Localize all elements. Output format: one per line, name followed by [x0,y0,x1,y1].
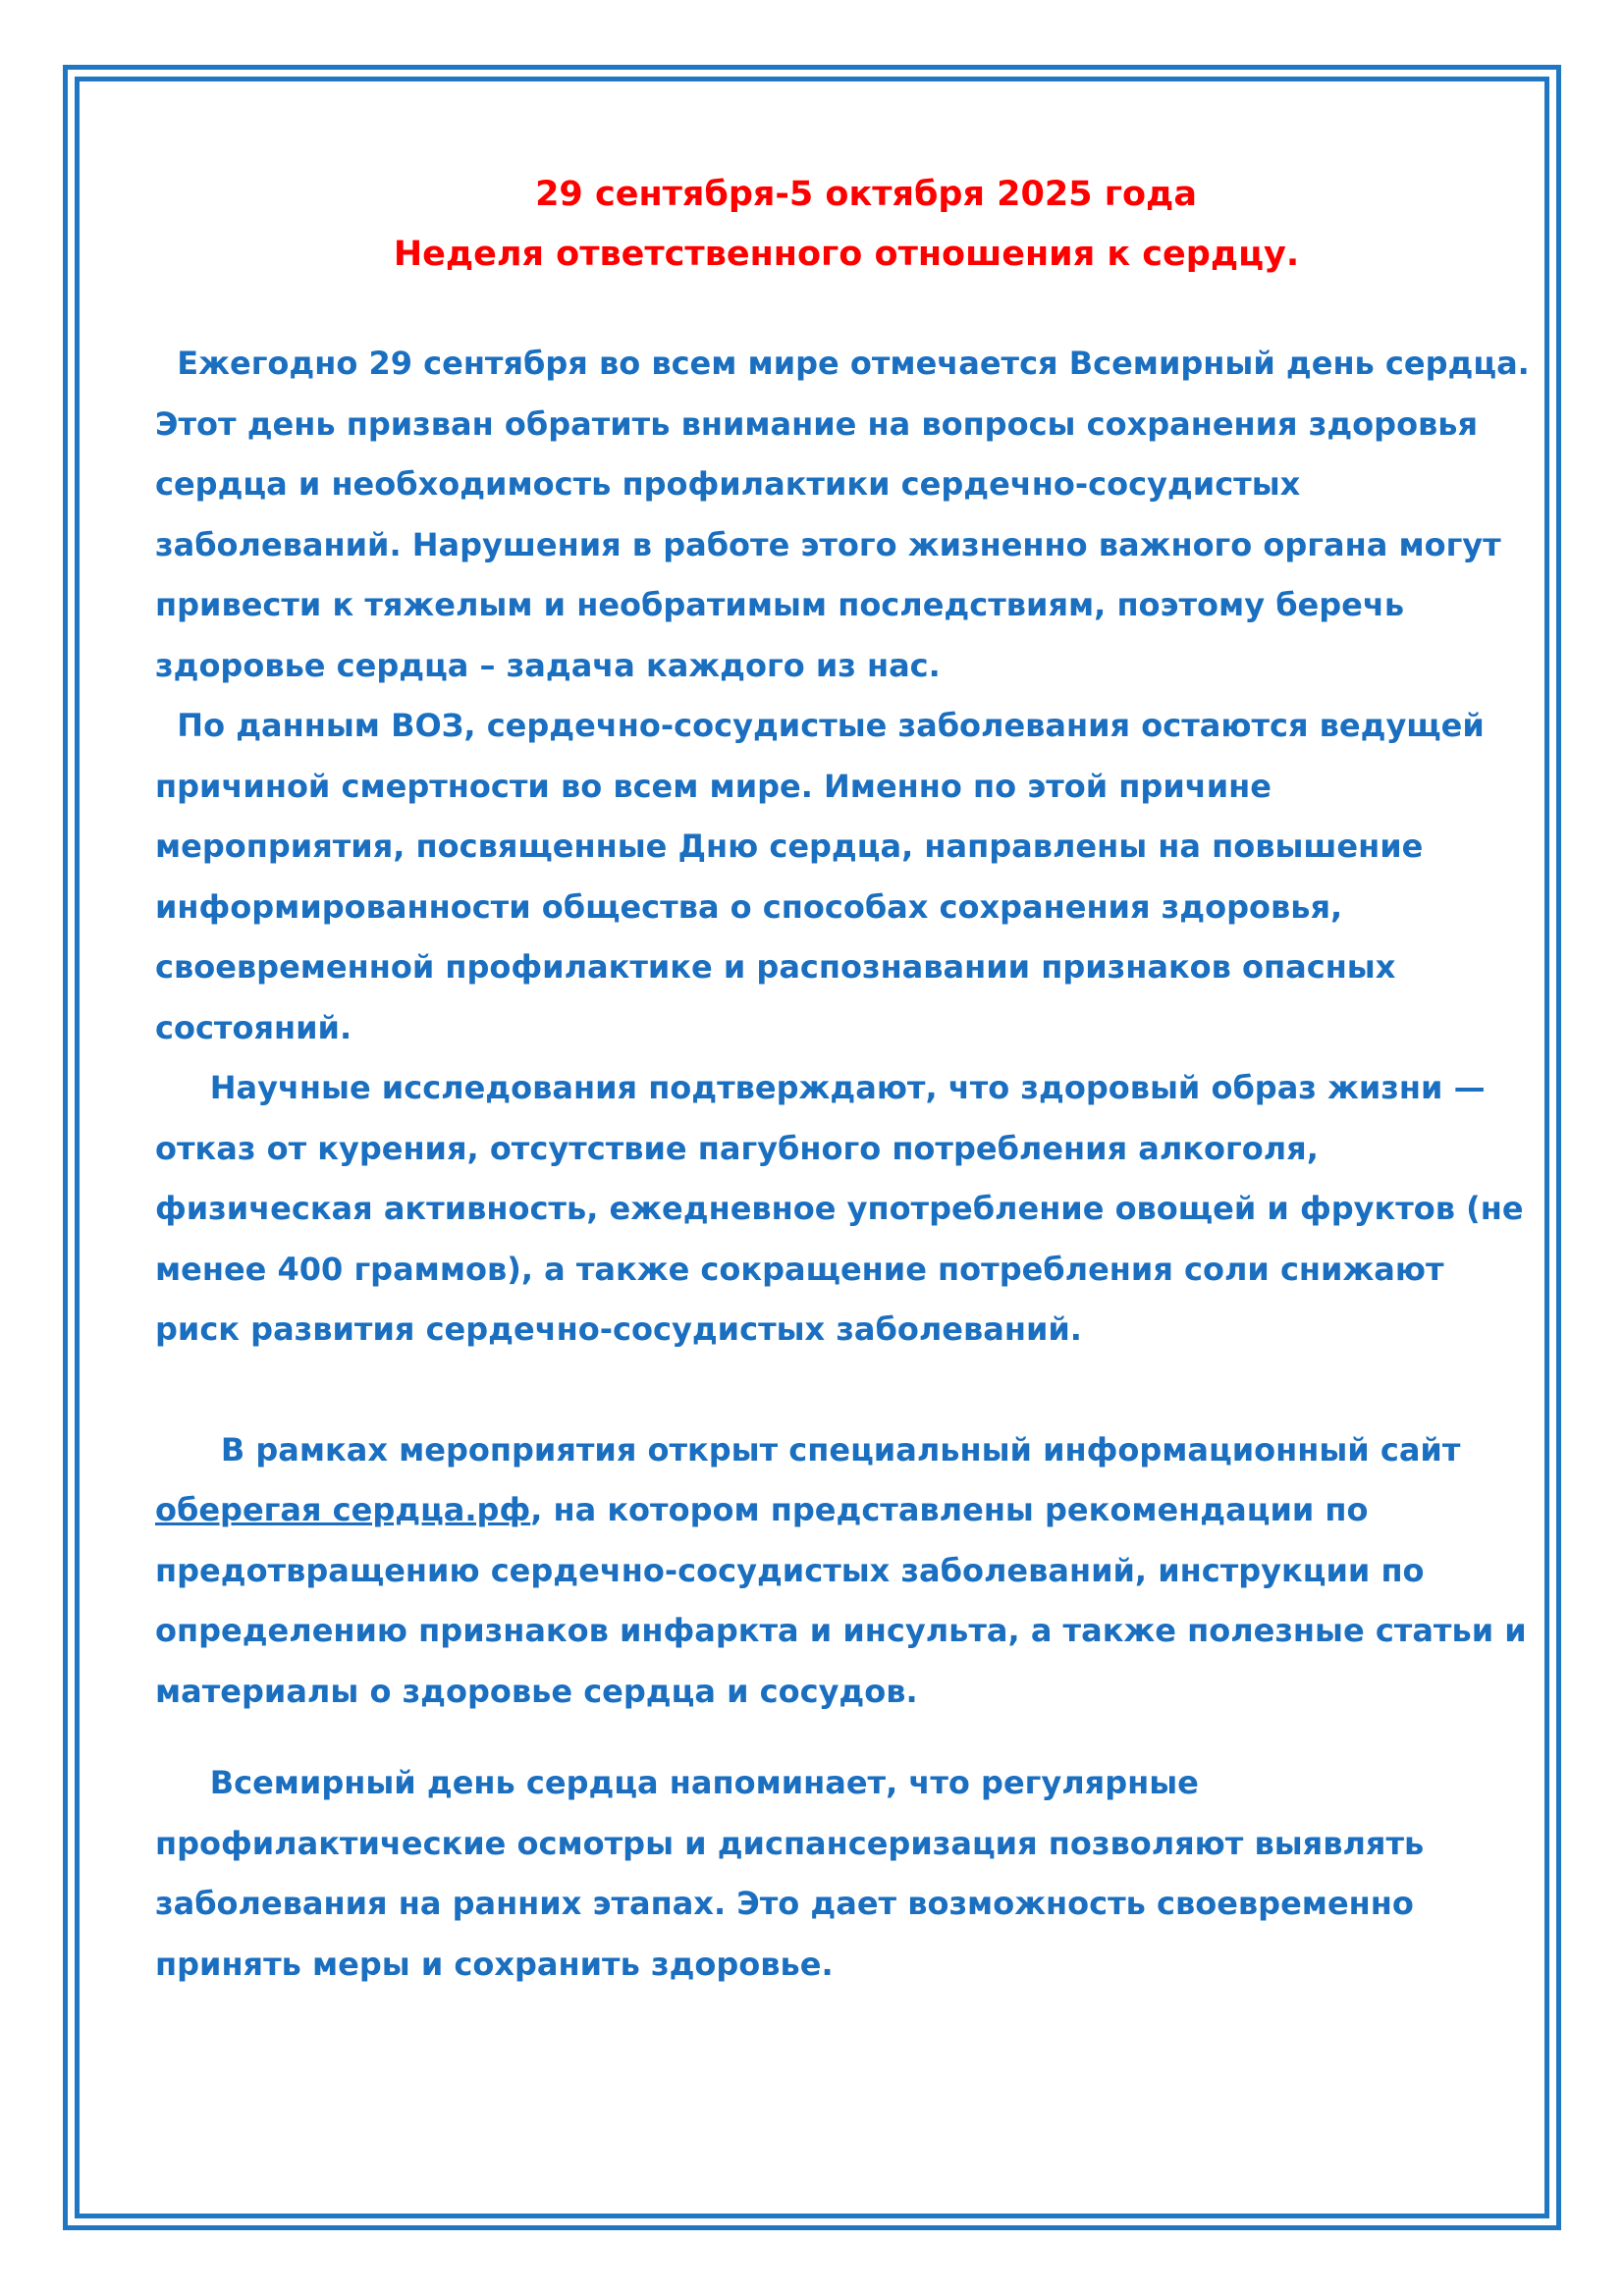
paragraph-info-site [155,1420,1538,1723]
paragraph-healthy-lifestyle: Научные исследования подтверждают, что здоровый образ жизни — отказ от курения, отсутствие пагубного потребления алкоголя, физическая активность, ежедневное употребление овощей и фруктов (не менее 400 граммов), а также сокращение потребления соли снижают риск развития сердечно-сосудистых заболеваний. [155,1069,1535,1348]
paragraph-checkups: Всемирный день сердца напоминает, что регулярные профилактические осмотры и диспансеризация позволяют выявлять заболевания на ранних этапах. Это дает возможность своевременно принять меры и сохранить здоровье. [155,1764,1435,1983]
paragraph-world-heart-day: Ежегодно 29 сентября во всем мире отмечается Всемирный день сердца. Этот день призван обратить внимание на вопросы сохранения здоровья сердца и необходимость профилактики сердечно-сосудистых заболеваний. Нарушения в работе этого жизненно важного органа могут привести к тяжелым и необратимым последствиям, поэтому беречь здоровье сердца – задача каждого из нас. [155,345,1541,684]
info-site-text-before: В рамках мероприятия открыт специальный информационный сайт [155,1430,1472,1468]
paragraph-who-statistics: По данным ВОЗ, сердечно-сосудистые заболевания остаются ведущей причиной смертности во всем мире. Именно по этой причине мероприятия, посвященные Дню сердца, направлены на повышение информированности общества о способах сохранения здоровья, своевременной профилактике и распознавании признаков опасных состояний. [155,707,1495,1046]
info-site-link[interactable]: оберегая сердца.рф [155,1491,531,1528]
event-title-heading: Неделя ответственного отношения к сердцу. [393,235,1300,274]
event-date-heading: 29 сентября-5 октября 2025 года [535,175,1197,214]
info-site-text-after: , на котором представлены рекомендации по предотвращению сердечно-сосудистых заболеваний, инструкции по определению признаков инфаркта и инсульта, а также полезные статьи и материалы о здоровье сердца и сосудов. [155,1491,1538,1710]
article-body [155,334,1541,1995]
